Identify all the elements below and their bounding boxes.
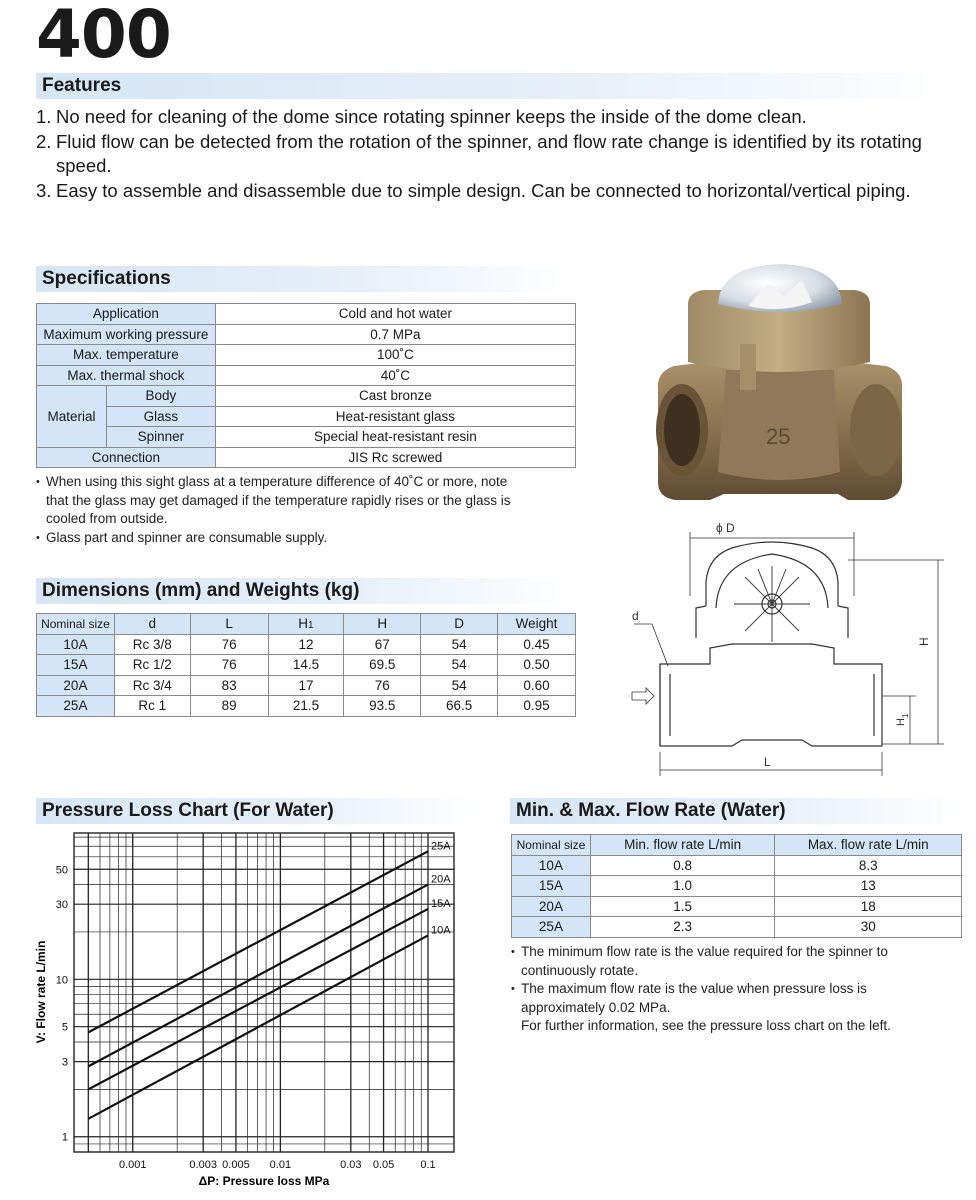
cell: 17 xyxy=(268,675,344,696)
cell: 12 xyxy=(268,634,344,655)
col-header: Nominal size xyxy=(512,835,591,856)
body-cast-number: 25 xyxy=(766,424,791,449)
cell: 76 xyxy=(190,634,268,655)
col-header: Min. flow rate L/min xyxy=(590,835,775,856)
series-label-20A: 20A xyxy=(431,873,451,886)
spec-label: Material xyxy=(37,386,107,448)
cell: 20A xyxy=(37,675,115,696)
col-header: H xyxy=(344,614,421,635)
series-label-10A: 10A xyxy=(431,924,451,937)
flow-rate-title: Min. & Max. Flow Rate (Water) xyxy=(516,800,786,821)
spec-row xyxy=(37,365,576,386)
spec-row xyxy=(37,386,576,407)
feature-text: Easy to assemble and disassemble due to simple design. Can be connected to horizontal/vertical piping. xyxy=(56,179,911,201)
table-row xyxy=(37,675,576,696)
note-item: • When using this sight glass at a temperature difference of 40˚C or more, note xyxy=(36,473,576,492)
col-header: Nominal size xyxy=(37,614,115,635)
spec-row xyxy=(37,324,576,345)
feature-number: 3. xyxy=(36,179,52,201)
y-tick-label: 30 xyxy=(55,899,68,912)
cell: 8.3 xyxy=(775,855,962,876)
cell: 0.60 xyxy=(498,675,576,696)
cell: 30 xyxy=(775,917,962,938)
label-H1-sub: 1 xyxy=(901,713,910,718)
x-axis-label: ΔP: Pressure loss MPa xyxy=(198,1174,330,1188)
dimension-drawing xyxy=(612,516,962,778)
x-tick-label: 0.1 xyxy=(420,1159,436,1171)
spec-row xyxy=(37,447,576,468)
cell: 54 xyxy=(421,634,498,655)
note-item: cooled from outside. xyxy=(46,511,168,526)
spec-sublabel: Spinner xyxy=(106,427,215,448)
x-tick-label: 0.003 xyxy=(189,1159,217,1171)
spec-row xyxy=(37,345,576,366)
cell: 0.50 xyxy=(498,655,576,676)
cell: Rc 1 xyxy=(114,696,190,717)
cell: 0.45 xyxy=(498,634,576,655)
feature-text: Fluid flow can be detected from the rotation of the spinner, and flow rate change is identified by its rotating speed. xyxy=(56,130,922,176)
table-row xyxy=(37,634,576,655)
spec-label: Connection xyxy=(37,447,216,468)
cell: 54 xyxy=(421,655,498,676)
cell: 0.95 xyxy=(498,696,576,717)
note-item: approximately 0.02 MPa. xyxy=(521,999,671,1015)
feature-item xyxy=(36,105,936,130)
spec-value: Special heat-resistant resin xyxy=(215,427,575,448)
label-D: D xyxy=(726,521,735,535)
label-H: H xyxy=(917,637,931,646)
table-row xyxy=(512,876,962,897)
x-tick-label: 0.001 xyxy=(118,1159,147,1171)
cell: 14.5 xyxy=(268,655,344,676)
pressure-chart-title: Pressure Loss Chart (For Water) xyxy=(42,800,334,821)
flow-notes xyxy=(511,943,961,1036)
spec-row xyxy=(37,304,576,325)
cell: 20A xyxy=(512,896,591,917)
note-item: For further information, see the pressure loss chart on the left. xyxy=(521,1018,891,1033)
phi-symbol: ϕ xyxy=(716,521,723,535)
cell: Rc 3/4 xyxy=(114,675,190,696)
cell: 76 xyxy=(190,655,268,676)
flow-rate-table xyxy=(511,834,962,938)
feature-number: 2. xyxy=(36,130,52,152)
plot-area xyxy=(74,833,454,1152)
x-tick-label: 0.03 xyxy=(340,1159,362,1171)
y-tick-label: 3 xyxy=(61,1056,68,1069)
note-item: continuously rotate. xyxy=(521,962,639,978)
y-tick-label: 5 xyxy=(61,1021,68,1034)
y-tick-label: 1 xyxy=(61,1131,68,1144)
pressure-chart-header xyxy=(36,798,482,824)
cell: Rc 1/2 xyxy=(114,655,190,676)
note-item: that the glass may get damaged if the temperature rapidly rises or the glass is xyxy=(46,492,511,508)
spec-value: JIS Rc screwed xyxy=(215,447,575,468)
spec-sublabel: Glass xyxy=(106,406,215,427)
col-header: Weight xyxy=(498,614,576,635)
h1-letter: H xyxy=(298,616,309,632)
spec-value: 0.7 MPa xyxy=(215,324,575,345)
x-tick-label: 0.05 xyxy=(372,1159,395,1171)
x-tick-label: 0.01 xyxy=(269,1159,292,1171)
dimensions-header-row xyxy=(37,614,576,635)
spec-value: Heat-resistant glass xyxy=(215,406,575,427)
y-axis-label: V: Flow rate L/min xyxy=(34,940,48,1044)
feature-item xyxy=(36,179,936,204)
cell: 21.5 xyxy=(268,696,344,717)
x-tick-label: 0.005 xyxy=(222,1159,250,1171)
pressure-loss-chart xyxy=(30,826,470,1192)
dimensions-table xyxy=(36,613,576,717)
flow-header-row xyxy=(512,835,962,856)
spec-row xyxy=(37,427,576,448)
spec-label: Maximum working pressure xyxy=(37,324,216,345)
cell: 76 xyxy=(344,675,421,696)
series-label-25A: 25A xyxy=(431,840,451,853)
cell: 10A xyxy=(512,855,591,876)
features-header xyxy=(36,73,960,99)
spec-notes xyxy=(36,473,576,547)
specifications-title: Specifications xyxy=(42,268,171,289)
features-list xyxy=(36,105,936,203)
table-row xyxy=(37,696,576,717)
cell: 2.3 xyxy=(590,917,775,938)
cell: 25A xyxy=(512,917,591,938)
spec-value: 40˚C xyxy=(215,365,575,386)
cell: 93.5 xyxy=(344,696,421,717)
spec-value: Cast bronze xyxy=(215,386,575,407)
product-photo xyxy=(648,262,910,504)
label-H1: H xyxy=(895,718,907,726)
spec-label: Max. temperature xyxy=(37,345,216,366)
table-row xyxy=(512,855,962,876)
cell: 83 xyxy=(190,675,268,696)
table-row xyxy=(512,917,962,938)
cell: 15A xyxy=(37,655,115,676)
spec-label: Application xyxy=(37,304,216,325)
dimensions-header xyxy=(36,578,576,604)
specifications-table xyxy=(36,303,576,468)
y-tick-label: 50 xyxy=(55,864,68,877)
series-label-15A: 15A xyxy=(431,897,451,910)
cell: Rc 3/8 xyxy=(114,634,190,655)
cell: 10A xyxy=(37,634,115,655)
flow-rate-header xyxy=(510,798,960,824)
col-header: D xyxy=(421,614,498,635)
label-d: d xyxy=(632,609,639,623)
note-item: • The minimum flow rate is the value required for the spinner to xyxy=(511,943,961,962)
features-title: Features xyxy=(42,75,122,96)
model-number: 400 xyxy=(36,0,171,73)
cell: 0.8 xyxy=(590,855,775,876)
table-row xyxy=(37,655,576,676)
col-header: Max. flow rate L/min xyxy=(775,835,962,856)
table-row xyxy=(512,896,962,917)
cell: 1.0 xyxy=(590,876,775,897)
cell: 54 xyxy=(421,675,498,696)
col-header-h1 xyxy=(268,614,344,635)
cell: 89 xyxy=(190,696,268,717)
spec-row xyxy=(37,406,576,427)
cell: 1.5 xyxy=(590,896,775,917)
col-header: L xyxy=(190,614,268,635)
h1-subscript: 1 xyxy=(308,620,314,632)
spec-value: Cold and hot water xyxy=(215,304,575,325)
feature-number: 1. xyxy=(36,106,52,127)
note-item: • Glass part and spinner are consumable supply. xyxy=(36,529,576,548)
y-tick-label: 10 xyxy=(55,974,68,987)
label-L: L xyxy=(764,755,771,769)
cell: 69.5 xyxy=(344,655,421,676)
cell: 67 xyxy=(344,634,421,655)
spec-value: 100˚C xyxy=(215,345,575,366)
feature-item xyxy=(36,130,936,179)
note-item: • The maximum flow rate is the value when pressure loss is xyxy=(511,980,961,999)
cell: 15A xyxy=(512,876,591,897)
spec-label: Max. thermal shock xyxy=(37,365,216,386)
cell: 25A xyxy=(37,696,115,717)
spec-sublabel: Body xyxy=(106,386,215,407)
cell: 18 xyxy=(775,896,962,917)
feature-text: No need for cleaning of the dome since rotating spinner keeps the inside of the dome clean. xyxy=(56,106,807,127)
cell: 66.5 xyxy=(421,696,498,717)
cell: 13 xyxy=(775,876,962,897)
dimensions-title: Dimensions (mm) and Weights (kg) xyxy=(42,580,360,601)
col-header: d xyxy=(114,614,190,635)
specifications-header xyxy=(36,266,576,292)
